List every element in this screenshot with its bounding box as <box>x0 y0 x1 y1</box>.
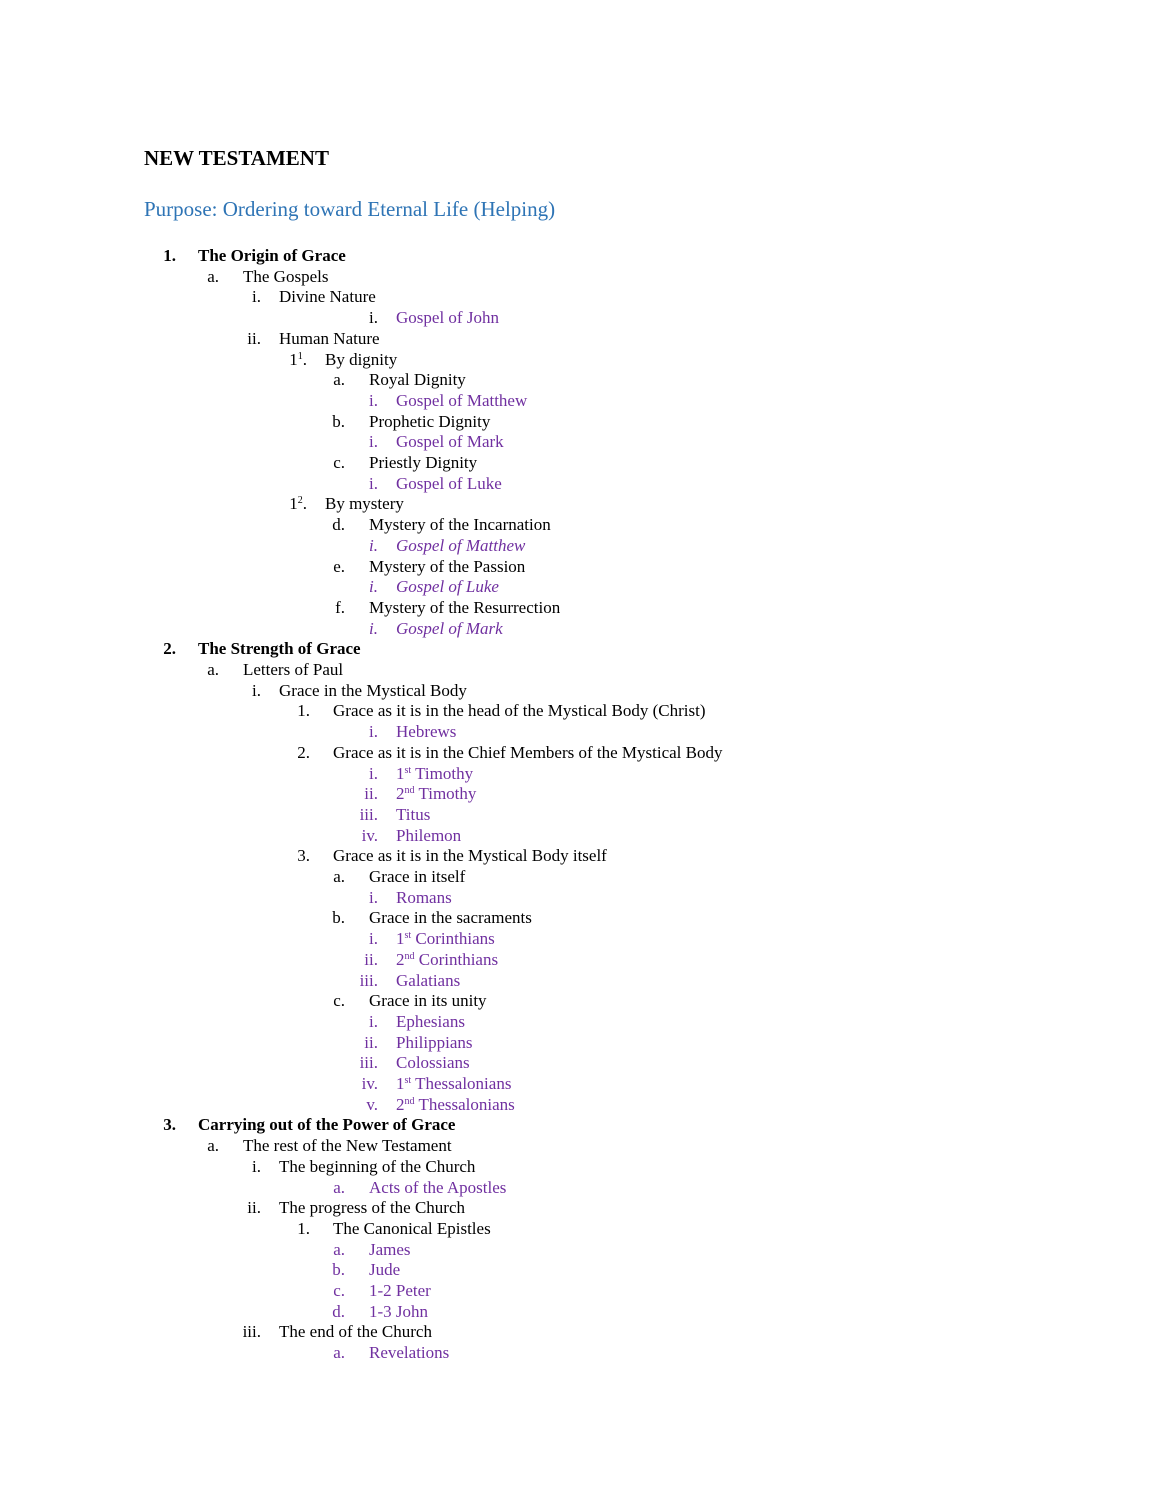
outline-item <box>0 950 1152 971</box>
outline-item-text <box>243 660 343 681</box>
outline-item-number <box>250 701 310 722</box>
outline-item-number <box>285 598 345 619</box>
outline-item <box>0 1281 1152 1302</box>
outline-item-text <box>396 474 502 495</box>
item-label: 2 <box>396 949 405 969</box>
number-text: b. <box>332 411 345 431</box>
outline-item-text <box>369 991 487 1012</box>
outline-item-number <box>201 1157 261 1178</box>
number-text: a. <box>207 1136 219 1156</box>
item-label-tail: Corinthians <box>414 949 499 969</box>
outline-item <box>0 1240 1152 1261</box>
outline-item-number <box>318 536 378 557</box>
item-label-tail: Corinthians <box>411 929 495 949</box>
outline-item-text <box>396 1074 511 1095</box>
number-text: i. <box>369 722 378 742</box>
outline-item <box>0 826 1152 847</box>
outline-item-text <box>198 1115 455 1136</box>
item-label: By mystery <box>325 494 404 514</box>
outline-item-number <box>318 929 378 950</box>
outline-item <box>0 1343 1152 1364</box>
item-label: Philippians <box>396 1032 473 1052</box>
outline-item-number <box>250 846 310 867</box>
outline-item-number <box>318 577 378 598</box>
number-text: i. <box>252 1156 261 1176</box>
number-text: i. <box>369 390 378 410</box>
outline-item <box>0 577 1152 598</box>
outline-item-number <box>318 619 378 640</box>
item-label: 1 <box>396 1074 405 1093</box>
outline-item-text <box>396 888 452 909</box>
outline-item-number <box>116 1115 176 1136</box>
number-text: i. <box>369 473 378 493</box>
number-text: iii. <box>359 804 378 824</box>
outline-item-number <box>285 991 345 1012</box>
outline-item-text <box>198 246 346 267</box>
item-label: Ephesians <box>396 1011 465 1031</box>
outline-item-text <box>243 1136 452 1157</box>
ordinal-superscript: st <box>404 930 412 942</box>
number-text: iii. <box>359 970 378 990</box>
item-label: The progress of the Church <box>279 1198 466 1218</box>
item-label: Gospel of Mark <box>396 432 504 452</box>
outline-item <box>0 308 1152 329</box>
item-label-tail: Thessalonians <box>414 1094 515 1114</box>
item-label: Carrying out of the Power of Grace <box>198 1115 456 1135</box>
item-label: Hebrews <box>396 722 457 742</box>
number-text: 1 <box>289 349 298 369</box>
number-text: 1. <box>297 701 310 721</box>
outline-item-text <box>369 867 465 888</box>
outline-item <box>0 846 1152 867</box>
number-text: i. <box>369 432 378 452</box>
outline-item-number <box>285 412 345 433</box>
number-text: iv. <box>361 1074 378 1093</box>
item-label: Prophetic Dignity <box>369 411 491 431</box>
outline-item-number <box>318 1033 378 1054</box>
ordinal-superscript: nd <box>404 785 415 797</box>
outline-item-text <box>396 826 461 847</box>
number-text: c. <box>333 453 345 472</box>
outline-item-text <box>243 267 328 288</box>
outline-item-number <box>159 660 219 681</box>
outline-item-text <box>333 701 706 722</box>
item-label: The Origin of Grace <box>198 246 346 265</box>
outline-item-number <box>318 888 378 909</box>
outline-item-text <box>396 1033 473 1054</box>
outline-item-text <box>396 929 495 950</box>
outline-item-text <box>369 908 532 929</box>
outline-item-number <box>285 1178 345 1199</box>
item-label-tail: Timothy <box>411 763 474 783</box>
item-label: The end of the Church <box>279 1322 432 1342</box>
item-label: Gospel of Mark <box>396 618 503 638</box>
outline-item-text <box>396 577 499 598</box>
number-text: 2. <box>297 742 310 762</box>
outline-item-number <box>285 1240 345 1261</box>
number-text: i. <box>369 887 378 907</box>
outline-item-text <box>396 764 473 785</box>
outline-item-text <box>333 1219 491 1240</box>
item-label: 2 <box>396 1094 405 1114</box>
outline-item-text <box>369 1302 428 1323</box>
number-text: ii. <box>364 949 378 969</box>
outline-item <box>0 805 1152 826</box>
item-label: Acts of the Apostles <box>369 1177 507 1197</box>
ordinal-superscript: nd <box>404 1095 415 1107</box>
outline-item <box>0 494 1152 515</box>
outline-item-text <box>396 805 430 826</box>
outline-item <box>0 991 1152 1012</box>
item-label: Galatians <box>396 970 461 990</box>
outline-item-number <box>318 722 378 743</box>
outline-item-number <box>285 1281 345 1302</box>
number-text: v. <box>366 1094 378 1114</box>
outline-item <box>0 287 1152 308</box>
outline-item <box>0 971 1152 992</box>
outline-item-text <box>396 391 527 412</box>
number-superscript: 2 <box>297 495 303 507</box>
outline-item-number <box>285 1260 345 1281</box>
outline-item-text <box>198 639 361 660</box>
outline-item-text <box>396 432 504 453</box>
outline-item <box>0 536 1152 557</box>
outline-item <box>0 1322 1152 1343</box>
outline-item-number <box>318 1095 378 1116</box>
outline-item-text <box>369 1260 400 1281</box>
outline-item-text <box>333 846 607 867</box>
outline-item-number <box>318 971 378 992</box>
number-text: i. <box>252 680 261 700</box>
item-label: Grace in the Mystical Body <box>279 680 467 700</box>
outline-item <box>0 784 1152 805</box>
number-text: c. <box>333 1281 345 1300</box>
outline-item-number <box>318 432 378 453</box>
number-text: i. <box>369 618 378 638</box>
outline-item-text <box>396 950 498 971</box>
number-text: ii. <box>364 1032 378 1052</box>
outline-item <box>0 370 1152 391</box>
item-label: Gospel of Matthew <box>396 390 528 410</box>
outline-item-text <box>369 412 490 433</box>
outline-item-text <box>396 722 456 743</box>
item-label: Gospel of Matthew <box>396 535 526 555</box>
number-text: b. <box>332 1260 345 1280</box>
outline-item-number <box>201 287 261 308</box>
outline-item-number <box>116 246 176 267</box>
outline-item <box>0 722 1152 743</box>
outline-item-text <box>279 681 467 702</box>
outline-item-number <box>318 950 378 971</box>
outline-item <box>0 701 1152 722</box>
outline-item-text <box>396 619 503 640</box>
ordinal-superscript: st <box>404 1075 412 1086</box>
outline-item <box>0 1198 1152 1219</box>
outline-item-text <box>279 1322 432 1343</box>
outline-item-text <box>396 308 499 329</box>
number-text: a. <box>207 660 219 679</box>
item-label: Mystery of the Passion <box>369 556 526 576</box>
outline-item <box>0 1260 1152 1281</box>
item-label: Titus <box>396 804 431 824</box>
outline-item <box>0 391 1152 412</box>
outline-item-text <box>369 370 466 391</box>
outline-item <box>0 660 1152 681</box>
outline-item-text <box>396 971 460 992</box>
outline-item-text <box>325 494 404 515</box>
outline-item <box>0 743 1152 764</box>
item-label: Gospel of John <box>396 308 499 328</box>
outline-item <box>0 1219 1152 1240</box>
number-text: i. <box>369 1011 378 1031</box>
outline-item-number <box>285 453 345 474</box>
outline-item-number <box>285 908 345 929</box>
outline-item-text <box>369 453 477 474</box>
outline-item-number <box>201 1198 261 1219</box>
outline-item-number <box>318 308 378 329</box>
outline-item-number <box>116 639 176 660</box>
item-label: The rest of the New Testament <box>243 1136 452 1156</box>
outline-item-text <box>369 1178 506 1199</box>
outline-item <box>0 1157 1152 1178</box>
outline-item-text <box>369 515 551 536</box>
item-label: Grace as it is in the Mystical Body itself <box>333 846 607 866</box>
item-label: The Strength of Grace <box>198 639 361 659</box>
number-tail: . <box>302 494 307 514</box>
outline-item-text <box>279 1198 465 1219</box>
outline-item <box>0 639 1152 660</box>
number-text: i. <box>369 577 378 597</box>
item-label: 1 <box>396 763 405 783</box>
item-label: Grace as it is in the Chief Members of the Mystical Body <box>333 742 723 762</box>
outline-item-number <box>250 1219 310 1240</box>
item-label: Philemon <box>396 825 462 845</box>
item-label: Revelations <box>369 1343 450 1363</box>
outline-item-number <box>318 1074 378 1095</box>
item-label: Jude <box>369 1260 401 1280</box>
item-label: Divine Nature <box>279 287 376 307</box>
number-tail: . <box>302 349 307 369</box>
number-text: c. <box>333 991 345 1011</box>
outline-item <box>0 888 1152 909</box>
outline-item-text <box>396 1053 470 1074</box>
outline-item-number <box>247 494 307 515</box>
outline-item <box>0 412 1152 433</box>
outline-item-text <box>279 287 376 308</box>
outline-item-text <box>369 1281 431 1302</box>
outline-item <box>0 1012 1152 1033</box>
item-label: By dignity <box>325 349 398 369</box>
outline-item-number <box>285 1343 345 1364</box>
number-text: 1 <box>289 494 298 514</box>
outline-item-number <box>285 557 345 578</box>
number-text: i. <box>369 763 378 783</box>
item-label: Letters of Paul <box>243 660 344 679</box>
item-label-tail: Timothy <box>414 784 477 804</box>
outline-item-number <box>159 1136 219 1157</box>
outline-item-number <box>201 329 261 350</box>
outline-item <box>0 1178 1152 1199</box>
number-text: b. <box>332 908 345 928</box>
outline-item <box>0 246 1152 267</box>
number-text: e. <box>333 556 345 576</box>
item-label: Human Nature <box>279 328 380 348</box>
item-label: 1 <box>396 929 405 949</box>
number-text: 1. <box>163 246 176 265</box>
outline-item-number <box>318 1012 378 1033</box>
outline-item-text <box>369 1240 411 1261</box>
item-label: Mystery of the Incarnation <box>369 515 551 535</box>
item-label: The beginning of the Church <box>279 1156 476 1176</box>
outline-item-text <box>333 743 723 764</box>
outline-item-number <box>247 350 307 371</box>
outline-item-text <box>396 784 476 805</box>
outline-item-text <box>396 1095 515 1116</box>
number-text: 3. <box>163 1115 176 1135</box>
number-superscript: 1 <box>297 350 303 362</box>
item-label: 1-3 John <box>369 1301 429 1321</box>
item-label: James <box>369 1239 411 1259</box>
outline-item-number <box>318 764 378 785</box>
outline-item <box>0 474 1152 495</box>
outline-item-number <box>159 267 219 288</box>
outline-item <box>0 329 1152 350</box>
outline-item <box>0 453 1152 474</box>
outline-item <box>0 1302 1152 1323</box>
outline-item-number <box>285 370 345 391</box>
ordinal-superscript: nd <box>404 950 415 962</box>
number-text: a. <box>333 1177 345 1197</box>
number-text: a. <box>333 867 345 886</box>
item-label: Priestly Dignity <box>369 453 478 472</box>
outline-item <box>0 908 1152 929</box>
outline-item-text <box>396 536 525 557</box>
outline-item <box>0 619 1152 640</box>
number-text: i. <box>369 929 378 949</box>
outline-item <box>0 598 1152 619</box>
outline-item-number <box>318 1053 378 1074</box>
outline-item <box>0 867 1152 888</box>
item-label: 2 <box>396 784 405 804</box>
number-text: ii. <box>247 1198 261 1218</box>
item-label: Gospel of Luke <box>396 577 499 597</box>
number-text: 1. <box>297 1218 310 1238</box>
item-label: 1-2 Peter <box>369 1281 431 1300</box>
number-text: a. <box>333 1343 345 1363</box>
outline-item-number <box>318 805 378 826</box>
outline-item-number <box>318 474 378 495</box>
outline-item <box>0 764 1152 785</box>
number-text: a. <box>333 1239 345 1259</box>
number-text: iv. <box>361 825 378 845</box>
number-text: ii. <box>364 784 378 804</box>
outline-item-text <box>325 350 397 371</box>
number-text: d. <box>332 1301 345 1321</box>
number-text: iii. <box>359 1053 378 1073</box>
item-label: Royal Dignity <box>369 370 466 390</box>
outline-item-text <box>396 1012 465 1033</box>
outline-item-number <box>201 681 261 702</box>
item-label-tail: Thessalonians <box>411 1074 512 1093</box>
item-label: Mystery of the Resurrection <box>369 597 561 617</box>
item-label: Grace in itself <box>369 867 466 886</box>
outline-item-text <box>369 1343 449 1364</box>
outline-item-number <box>250 743 310 764</box>
number-text: 2. <box>163 639 176 659</box>
outline-item-text <box>369 557 525 578</box>
item-label: The Canonical Epistles <box>333 1218 491 1238</box>
outline-item <box>0 515 1152 536</box>
number-text: iii. <box>242 1322 261 1342</box>
outline-item-number <box>318 826 378 847</box>
number-text: i. <box>252 287 261 307</box>
outline-item-number <box>318 391 378 412</box>
outline-item <box>0 1136 1152 1157</box>
item-label: Grace in its unity <box>369 991 487 1011</box>
item-label: The Gospels <box>243 266 329 286</box>
outline-item <box>0 557 1152 578</box>
outline-item-text <box>369 598 560 619</box>
ordinal-superscript: st <box>404 764 412 776</box>
outline-item-number <box>318 784 378 805</box>
outline-item-number <box>285 1302 345 1323</box>
item-label: Romans <box>396 887 452 907</box>
outline-item-number <box>285 867 345 888</box>
item-label: Colossians <box>396 1053 470 1073</box>
number-text: d. <box>332 515 345 535</box>
purpose-heading: Purpose: Ordering toward Eternal Life (Helping) <box>144 197 556 221</box>
outline-item-text <box>279 329 380 350</box>
number-text: a. <box>333 370 345 390</box>
outline-item <box>0 681 1152 702</box>
outline-item <box>0 1033 1152 1054</box>
number-text: ii. <box>247 328 261 348</box>
outline-item <box>0 350 1152 371</box>
number-text: f. <box>335 597 345 617</box>
item-label: Gospel of Luke <box>396 473 502 493</box>
page-title: NEW TESTAMENT <box>144 146 329 170</box>
outline-item <box>0 1074 1152 1095</box>
outline-item-text <box>279 1157 475 1178</box>
number-text: i. <box>369 535 378 555</box>
outline-item <box>0 267 1152 288</box>
outline-item-number <box>285 515 345 536</box>
outline-item <box>0 1053 1152 1074</box>
outline-item <box>0 1095 1152 1116</box>
outline-item <box>0 929 1152 950</box>
number-text: a. <box>207 266 219 286</box>
number-text: i. <box>369 308 378 328</box>
number-text: 3. <box>297 846 310 866</box>
outline-item-number <box>201 1322 261 1343</box>
item-label: Grace in the sacraments <box>369 908 532 928</box>
item-label: Grace as it is in the head of the Mystical Body (Christ) <box>333 701 706 721</box>
outline-item <box>0 432 1152 453</box>
outline-item <box>0 1115 1152 1136</box>
